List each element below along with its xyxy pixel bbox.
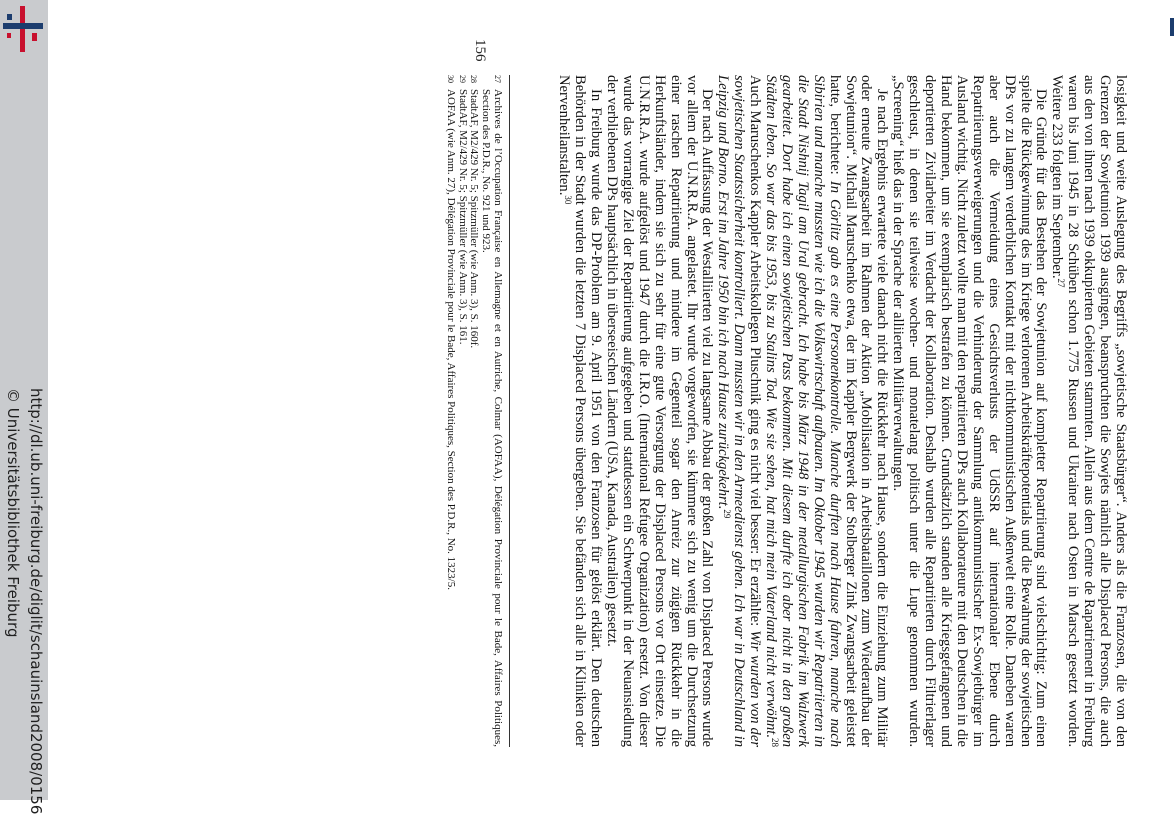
paragraph: In Freiburg wurde das DP-Problem am 9. April 1951 von den Franzosen für gelöst erklärt. Den deutschen Behörden in der Stadt wurden die letzten 7 Displaced Persons übergeben. Sie befänden sich alle in Kliniken oder Nervenheilanstalten.$^{30}$ <box>556 75 605 747</box>
page-number: 156 <box>472 39 488 62</box>
body-text <box>555 75 1128 747</box>
paragraph: Je nach Ergebnis erwartete viele danach nicht die Rückkehr nach Hause, sondern die Einziehung zum Militär oder erneute Zwangsarbeit im Rahmen der Aktion „Mobilisation in Arbeitsbataillonen zum Wiederaufbau der Sowjetunion“. Michail Maruschenko etwa, der im Kappler Bergwerk der Stolberger Zink Zwangsarbeit geleistet hatte, berichtete: In Görlitz gab es eine Personenkontrolle. Manche durften nach Hause fahren, manche nach Sibirien und manche mussten wie ich die Volkswirtschaft aufbauen. Im Oktober 1945 wurden wir Repatriierten in die Stadt Nishnij Tagil am Ural gebracht. Ich habe bis März 1948 in der metallurgischen Fabrik im Walzwerk gearbeitet. Dort habe ich einen sowjetischen Pass bekommen. Mit diesem durfte ich aber nicht in den großen Städten leben. So war das bis 1953, bis zu Stalins Tod. Wie sie sehen, hat mich mein Vaterland nicht verwöhnt.$^{28}$ Auch Maruschenkos Kappler Arbeitskollegen Pluschnik ging es nicht viel besser: Er erzählte: Wir wurden von der sowjetischen Staatssicherheit kontrolliert. Dann mussten wir in den Armeedienst gehen. Ich war in Deutschland in Leipzig und Borno. Erst im Jahre 1950 bin ich nach Hause zurückgekehrt.$^{29}$ <box>715 75 891 748</box>
paragraph: Der nach Auffassung der Westalliierten viel zu langsame Abbau der großen Zahl von Displaced Persons wurde vor allem der U.N.R.R.A. angelastet. Ihr wurde vorgeworfen, sie kümmere sich zu wenig um die Durchsetzung einer raschen Repatriierung und mindere im Gegenteil sogar den Anreiz zur zügigen Rückkehr in die Herkunftsländer, indem sie sich zu sehr für eine gute Versorgung der Displaced Persons vor Ort einsetze. Die U.N.R.R.A. wurde aufgelöst und 1947 durch die I.R.O. (International Refugee Organization) ersetzt. Von dieser wurde das vorrangige Ziel der Repatriierung aufgegeben und stattdessen ein Schwerpunkt in der Neuansiedlung der verbliebenen DPs hauptsächlich in überseeischen Ländern (USA, Kanada, Australien) gesetzt. <box>604 75 716 747</box>
viewer-sidebar <box>0 0 48 814</box>
footnote: 27 Archives de l’Occupation Française en Allemagne et en Autriche, Colmar (AOFAA), Délégation Provinciale pour le Bade, Affaires Politiques, Section des P.D.R., No. 921 und 923. <box>480 75 504 747</box>
footnote: 29 StadtAF, M2/429 Nr. 5; Spitzmüller (wie Anm. 3), S. 161. <box>456 75 469 345</box>
document-url[interactable]: http://dl.ub.uni-freiburg.de/diglit/schauinsland2008/0156 <box>27 388 45 814</box>
scanned-page <box>48 35 1128 795</box>
footnote: 30 AOFAA (wie Anm. 27), Délégation Provinciale pour le Bade, Affaires Politiques, Section des P.D.R., No. 1323/5. <box>444 75 457 590</box>
footnotes <box>444 75 510 747</box>
paragraph: Die Gründe für das Bestehen der Sowjetunion auf kompletter Repatriierung sind vielschichtig: Zum einen spielte die Rückgewinnung des im Kriege verlorenen Arbeitskräftepotentials und die Bewahrung der sowjetischen DPs vor zu langem verderblichen Kontakt mit der nichtkommunistischen Außenwelt eine Rolle. Daneben waren aber auch die Vermeidung eines Gesichtsverlusts der UdSSR auf internationaler Ebene durch Repatriierungsverweigerungen und die Verhinderung der Sammlung antikommunistischer Ex-Sowjetbürger im Ausland wichtig. Nicht zuletzt wollte man mit den repatriierten DPs auch Kollaborateure mit den Deutschen in die Hand bekommen, um sie exemplarisch bestrafen zu können. Grundsätzlich standen alle Kriegsgefangenen und deportierten Zivilarbeiter im Verdacht der Kollaboration. Deshalb wurden alle Repatriierten durch Filtrierlager geschleust, in denen sie teilweise wochen- und monatelang politisch unter die Lupe genommen wurden. „Screening“ hieß das in der Sprache der alliierten Militärverwaltungen. <box>890 75 1050 747</box>
copyright-notice: © Universitätsbibliothek Freiburg <box>4 388 22 638</box>
footnote: 28 StadtAF, M2/429 Nr. 5; Spitzmüller (wie Anm. 3), S. 160f. <box>468 75 481 349</box>
scanned-page-frame <box>48 0 1176 800</box>
sidebar-text <box>0 0 48 814</box>
paragraph: losigkeit und weite Auslegung des Begriffs „sowjetische Staatsbürger“. Anders als die Franzosen, die von den Grenzen der Sowjetunion 1939 ausgingen, beanspruchten die Sowjets nämlich alle Displaced Persons, die auch aus den von ihnen nach 1939 okkupierten Gebieten stammten. Allein aus dem Centre de Rapatriement in Freiburg waren bis Juni 1945 in 28 Schüben schon 1.775 Russen und Ukrainer nach Osten in Marsch gesetzt worden. Weitere 233 folgten im September.$^{27}$ <box>1049 75 1129 747</box>
